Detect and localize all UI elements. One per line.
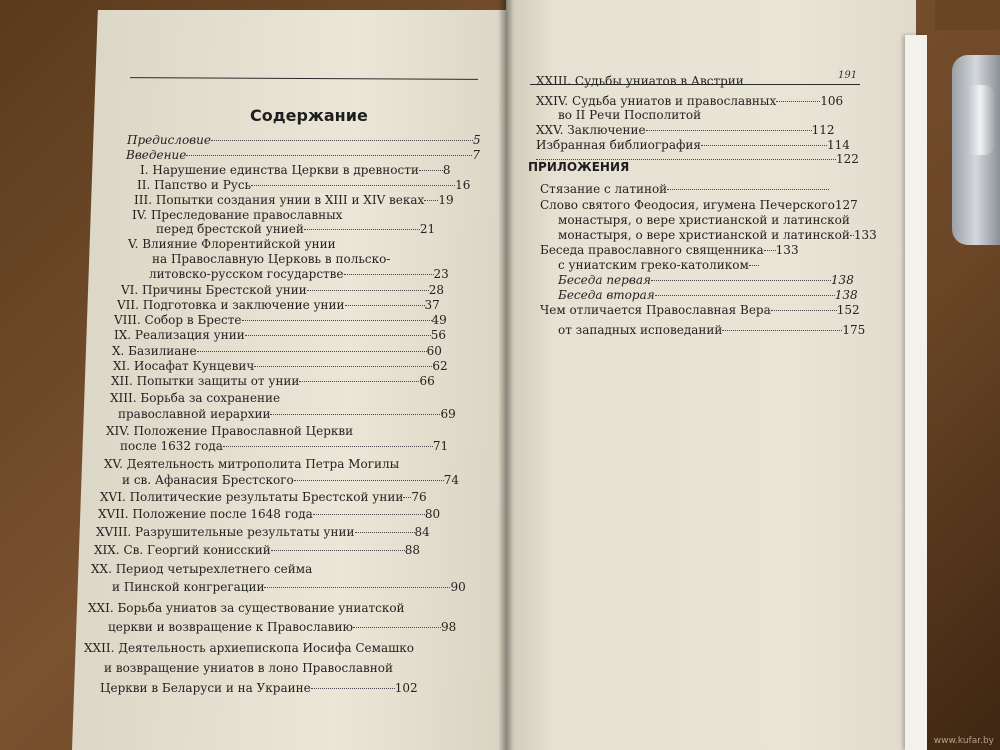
page-number: 191 <box>838 70 858 81</box>
appendix-entry: монастыря, о вере христианской и латинской 133 <box>558 228 877 242</box>
toc-entry: православной иерархии 69 <box>118 407 456 421</box>
toc-entry: 122 <box>536 152 859 166</box>
toc-entry: X. Базилиане 60 <box>112 344 442 358</box>
toc-entry: IV. Преследование православных <box>132 208 343 222</box>
toc-entry: церкви и возвращение к Православию 98 <box>108 620 457 634</box>
page-title: Содержание <box>250 106 368 125</box>
toc-entry: VIII. Собор в Бресте 49 <box>114 313 447 327</box>
toc-entry: VII. Подготовка и заключение унии 37 <box>117 298 440 312</box>
toc-entry: XIV. Положение Православной Церкви <box>106 424 354 438</box>
toc-entry: Церкви в Беларуси и на Украине 102 <box>100 681 418 695</box>
toc-entry: XXII. Деятельность архиепископа Иосифа Семашко <box>84 641 414 655</box>
toc-entry: и возвращение униатов в лоно Православной <box>104 661 393 675</box>
appendix-entry: монастыря, о вере христианской и латинской <box>558 213 850 227</box>
toc-entry: XIII. Борьба за сохранение <box>110 391 281 405</box>
toc-entry: IX. Реализация унии 56 <box>114 328 446 342</box>
toc-entry: XVI. Политические результаты Брестской унии 76 <box>100 490 427 504</box>
toc-entry: III. Попытки создания унии в XIII и XIV веках 19 <box>134 193 454 207</box>
toc-entry: I. Нарушение единства Церкви в древности 8 <box>140 163 451 177</box>
toc-entry: V. Влияние Флорентийской унии <box>128 237 336 251</box>
toc-entry: XXV. Заключение 112 <box>536 123 835 137</box>
toc-entry: XII. Попытки защиты от унии 66 <box>111 374 435 388</box>
toc-entry: XI. Иосафат Кунцевич 62 <box>113 359 448 373</box>
appendix-entry: с униатским греко-католиком <box>558 258 759 272</box>
toc-entry: VI. Причины Брестской унии 28 <box>121 283 445 297</box>
toc-entry: Избранная библиография 114 <box>536 138 850 152</box>
appendix-entry: Беседа первая 138 <box>558 273 854 287</box>
toc-entry: и св. Афанасия Брестского 74 <box>122 473 460 487</box>
toc-entry: XVII. Положение после 1648 года 80 <box>98 507 441 521</box>
page-edge <box>905 35 927 750</box>
book-gutter <box>498 0 514 750</box>
table-surface <box>935 0 1000 30</box>
toc-entry: XXIV. Судьба униатов и православных 106 <box>536 94 844 108</box>
appendix-entry: Беседа вторая 138 <box>558 288 858 302</box>
watermark: www.kufar.by <box>933 736 994 746</box>
appendix-entry: от западных исповеданий 175 <box>558 323 866 337</box>
toc-entry: XVIII. Разрушительные результаты унии 84 <box>96 525 430 539</box>
appendix-entry: Чем отличается Православная Вера 152 <box>540 303 860 317</box>
toc-entry: XIX. Св. Георгий конисский 88 <box>94 543 421 557</box>
toc-entry: XV. Деятельность митрополита Петра Могилы <box>104 457 400 471</box>
toc-entry: XXI. Борьба униатов за существование униатской <box>88 601 405 615</box>
toc-entry: литовско-русском государстве 23 <box>149 267 449 281</box>
toc-entry: XX. Период четырехлетнего сейма <box>91 562 313 576</box>
device-knob <box>966 85 994 155</box>
toc-entry: после 1632 года 71 <box>120 439 449 453</box>
toc-entry: XXIII. Судьбы униатов в Австрии <box>536 74 744 88</box>
toc-entry: Введение 7 <box>126 148 480 162</box>
toc-entry: перед брестской унией 21 <box>156 222 436 236</box>
appendix-heading: ПРИЛОЖЕНИЯ <box>528 160 630 174</box>
toc-entry: во II Речи Посполитой <box>558 108 702 122</box>
appendix-entry: Слово святого Феодосия, игумена Печерского127 <box>540 198 858 212</box>
appendix-entry: Стязание с латиной <box>540 182 829 196</box>
toc-entry: II. Папство и Русь 16 <box>137 178 471 192</box>
toc-entry: и Пинской конгрегации 90 <box>112 580 466 594</box>
toc-entry: на Православную Церковь в польско- <box>152 252 391 266</box>
appendix-entry: Беседа православного священника 133 <box>540 243 799 257</box>
toc-entry: Предисловие 5 <box>127 133 481 147</box>
